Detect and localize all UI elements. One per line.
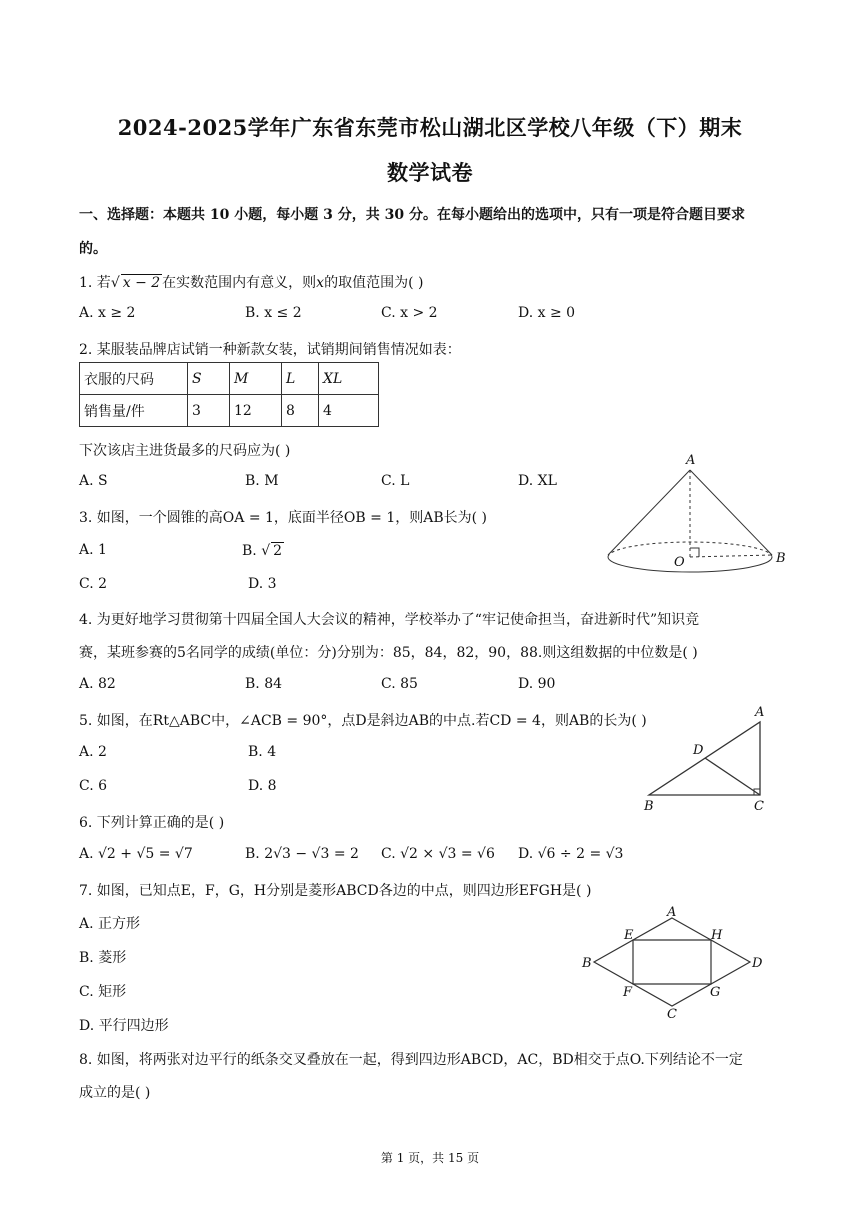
- q7-option-d: D. 平行四边形: [79, 1018, 169, 1034]
- label-b: B: [776, 551, 786, 566]
- label-c: C: [754, 799, 764, 814]
- right-angle-mark: [690, 548, 699, 557]
- question-8-cont: 成立的是( ): [79, 1085, 151, 1101]
- label-d: D: [752, 956, 763, 971]
- q1-option-c: C. x > 2: [381, 305, 438, 321]
- q3-option-a: A. 1: [79, 542, 107, 558]
- table-cell: 8: [282, 395, 319, 427]
- question-6: 6. 下列计算正确的是( ): [79, 815, 225, 831]
- q5-option-b: B. 4: [248, 744, 277, 760]
- q6-option-d: D. √6 ÷ 2 = √3: [518, 846, 624, 862]
- q6-option-b: B. 2√3 − √3 = 2: [245, 846, 359, 862]
- q4-option-c: C. 85: [381, 676, 418, 692]
- median-cd: [705, 758, 760, 795]
- label-a: A: [755, 705, 765, 720]
- label-b: B: [644, 799, 654, 814]
- question-2: 2. 某服装品牌店试销一种新款女装，试销期间销售情况如表：: [79, 342, 461, 358]
- q2-option-d: D. XL: [518, 473, 557, 489]
- label-d: D: [693, 743, 704, 758]
- q1-option-a: A. x ≥ 2: [79, 305, 136, 321]
- label-b: B: [582, 956, 592, 971]
- q1-var: x: [316, 275, 325, 291]
- q1-prefix: 1. 若: [79, 275, 111, 291]
- table-row: [80, 395, 379, 427]
- q3-option-b: B. √ 2: [242, 543, 283, 559]
- section1-instruction: 一、选择题：本题共 10 小题，每小题 3 分，共 30 分。在每小题给出的选项中，只有一项是符合题目要求: [79, 207, 745, 223]
- question-7: 7. 如图，已知点E，F，G，H分别是菱形ABCD各边的中点，则四边形EFGH是( ): [79, 883, 592, 899]
- q5-option-a: A. 2: [79, 744, 107, 760]
- table-cell: 销售量/件: [80, 395, 188, 427]
- rhombus-abcd: [594, 918, 750, 1006]
- q6-option-a: A. √2 + √5 = √7: [79, 846, 193, 862]
- label-a: A: [667, 905, 677, 920]
- q2-option-a: A. S: [79, 473, 108, 489]
- label-h: H: [711, 928, 723, 943]
- label-f: F: [623, 985, 633, 1000]
- q7-option-a: A. 正方形: [79, 916, 141, 932]
- q7-option-c: C. 矩形: [79, 984, 127, 1000]
- label-a: A: [686, 453, 696, 468]
- right-triangle-figure: [640, 700, 775, 815]
- table-cell: M: [230, 363, 282, 395]
- q1-suffix: 的取值范围为( ): [324, 275, 424, 291]
- q4-option-b: B. 84: [245, 676, 283, 692]
- question-4-cont: 赛，某班参赛的5名同学的成绩(单位：分)分别为：85，84，82，90，88.则这组数据的中位数是( ): [79, 645, 698, 661]
- q2-question: 下次该店主进货最多的尺码应为( ): [79, 443, 291, 459]
- q3-option-b-radicand: 2: [273, 543, 283, 559]
- cone-radius-ob: [690, 555, 772, 557]
- q3-option-d: D. 3: [248, 576, 277, 592]
- label-e: E: [624, 928, 634, 943]
- label-c: C: [667, 1007, 677, 1022]
- page-footer: 第 1 页，共 15 页: [380, 1151, 480, 1165]
- q7-option-b: B. 菱形: [79, 950, 127, 966]
- question-4: 4. 为更好地学习贯彻第十四届全国人大会议的精神，学校举办了“牢记使命担当，奋进新时代”知识竞: [79, 612, 700, 628]
- size-sales-table: [79, 362, 379, 427]
- question-1: 1. 若√ x − 2 在实数范围内有意义，则x的取值范围为( ): [79, 275, 424, 291]
- q3-option-c: C. 2: [79, 576, 108, 592]
- q2-option-b: B. M: [245, 473, 279, 489]
- table-cell: 12: [230, 395, 282, 427]
- table-cell: XL: [319, 363, 379, 395]
- q6-option-c: C. √2 × √3 = √6: [381, 846, 495, 862]
- q1-option-b: B. x ≤ 2: [245, 305, 302, 321]
- q1-option-d: D. x ≥ 0: [518, 305, 576, 321]
- table-cell: 4: [319, 395, 379, 427]
- quadrilateral-efgh: [633, 940, 711, 984]
- rhombus-figure: [580, 905, 770, 1020]
- q4-option-d: D. 90: [518, 676, 556, 692]
- q1-radicand: x − 2: [122, 275, 161, 291]
- q1-middle: 在实数范围内有意义，则: [162, 275, 317, 291]
- exam-title-line1: 2024-2025学年广东省东莞市松山湖北区学校八年级（下）期末: [117, 115, 743, 140]
- label-o: O: [674, 555, 685, 570]
- q4-option-a: A. 82: [79, 676, 116, 692]
- table-cell: L: [282, 363, 319, 395]
- q5-option-c: C. 6: [79, 778, 108, 794]
- question-3: 3. 如图，一个圆锥的高OA = 1，底面半径OB = 1，则AB长为( ): [79, 510, 488, 526]
- label-g: G: [710, 985, 721, 1000]
- cone-figure: [600, 448, 800, 583]
- q5-option-d: D. 8: [248, 778, 277, 794]
- table-cell: S: [188, 363, 230, 395]
- table-row: [80, 363, 379, 395]
- table-cell: 衣服的尺码: [80, 363, 188, 395]
- table-cell: 3: [188, 395, 230, 427]
- q2-option-c: C. L: [381, 473, 410, 489]
- exam-title-line2: 数学试卷: [387, 160, 473, 185]
- question-8: 8. 如图，将两张对边平行的纸条交叉叠放在一起，得到四边形ABCD，AC，BD相交于点O.下列结论不一定: [79, 1052, 743, 1068]
- section1-instruction-cont: 的。: [79, 241, 107, 257]
- question-5: 5. 如图，在Rt△ABC中，∠ACB = 90°，点D是斜边AB的中点.若CD = 4，则AB的长为( ): [79, 713, 647, 729]
